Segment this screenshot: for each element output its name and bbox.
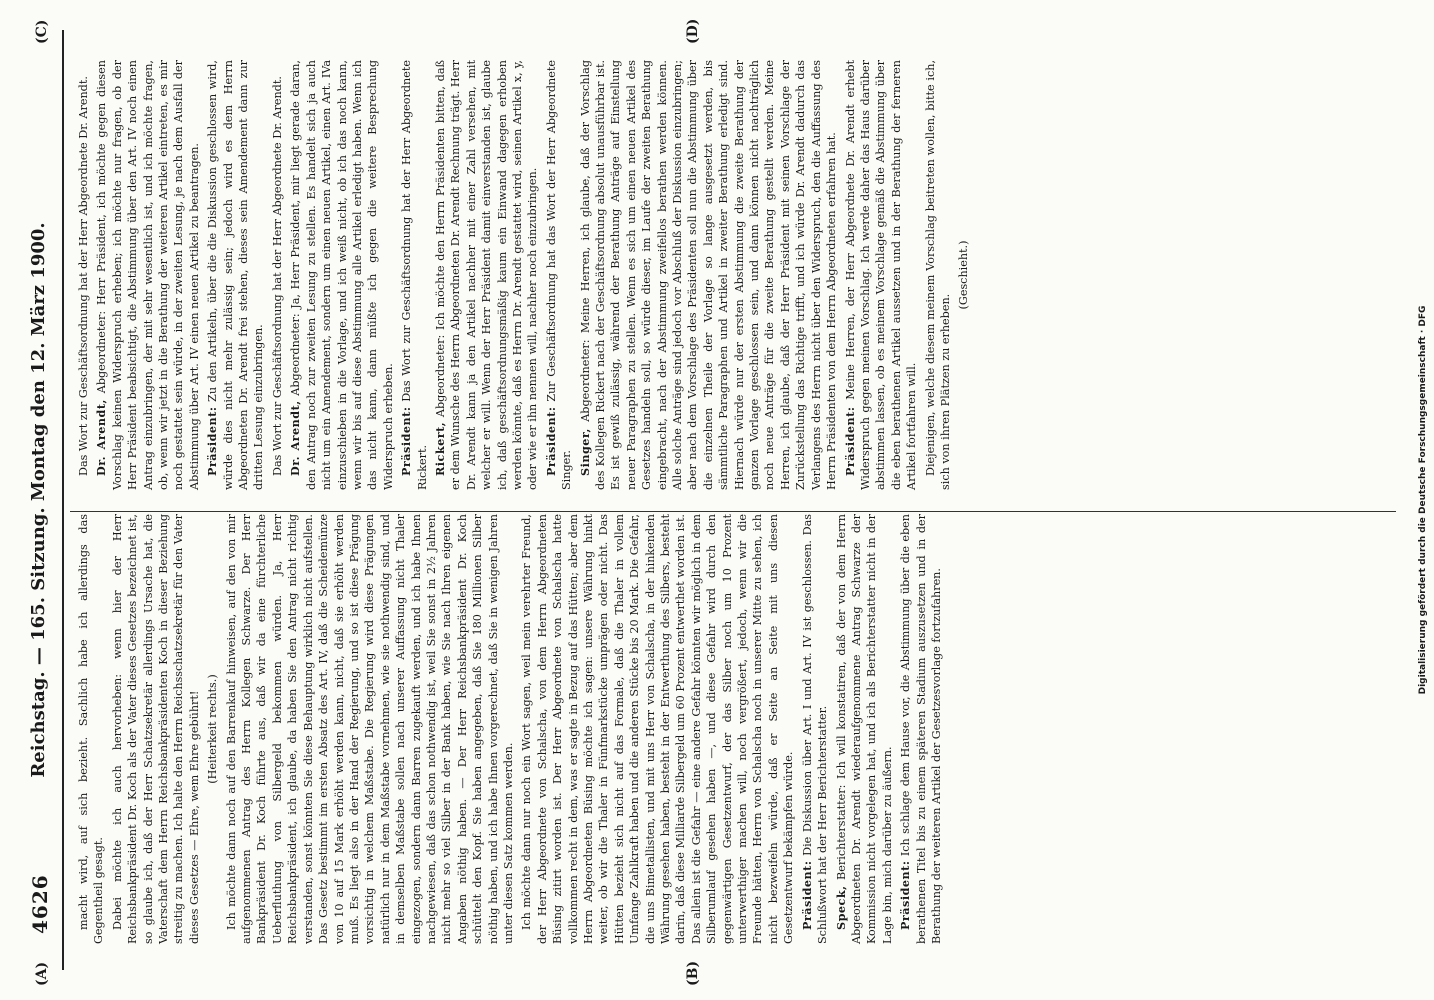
paragraph: macht wird, auf sich bezieht. Sachlich habe ich allerdings das Gegentheil gesagt. [77, 514, 106, 944]
page-number: 4626 [28, 874, 52, 934]
margin-letter-d: (D) [685, 18, 701, 44]
stage-direction: (Geschieht.) [957, 240, 971, 310]
column-divider [70, 511, 1396, 512]
paragraph: Präsident: Zu den Artikeln, über die die Diskussion geschlossen wird, würde dies nicht mehr zulässig sein; jedoch wird es dem Herrn Abgeordneten Dr. Arendt frei stehen, dieses sein Amendement dann zur dritten Lesung einzubringen. [205, 60, 266, 490]
digitization-credit: Digitalisierung gefördert durch die Deutsche Forschungsgemeinschaft · DFG [1418, 305, 1428, 695]
header-rule [62, 30, 64, 970]
speaker-name: Präsident: [842, 406, 857, 476]
paragraph: Präsident: Zur Geschäftsordnung hat das Wort der Herr Abgeordnete Singer. [543, 60, 574, 490]
paragraph: Dabei möchte ich auch hervorheben: wenn hier der Herr Reichsbankpräsident Dr. Koch als der Vater dieses Gesetzes bezeichnet ist, so glaube ich, daß der Herr Schatzsekretär allerdings Ursache hat, die Vaterschaft dem Herrn Reichsbankpräsidenten Koch in dieser Beziehung streitig zu machen. Ich halte den Herrn Reichsschatzsekretär für den Vater dieses Gesetzes — Ehre, wem Ehre gebührt! [110, 514, 201, 944]
speaker-name: Präsident: [799, 860, 814, 930]
speaker-name: Präsident: [205, 406, 220, 476]
stage-direction: (Heiterkeit rechts.) [206, 674, 220, 784]
page-header [28, 30, 58, 970]
right-column [76, 60, 1404, 490]
speaker-name: Präsident: [543, 406, 558, 476]
speaker-name: Singer, [577, 428, 592, 476]
speaker-name: Speck, [833, 885, 848, 930]
paragraph: Dr. Arendt, Abgeordneter: Herr Präsident, ich möchte gegen diesen Vorschlag keinen Widerspruch erheben; ich möchte nur fragen, ob der Herr Präsident beabsichtigt, die Abstimmung über den Art. IV noch einen Antrag einzubringen, der mit sehr wesentlich ist, und ich möchte fragen, ob, wenn wir jetzt in die Berathung der weiteren Artikel eintreten, es mir noch gestattet sein würde, in der zweiten Lesung, je nach dem Ausfall der Abstimmung über Art. IV einen neuen Artikel zu beantragen. [94, 60, 201, 490]
speaker-name: Rickert, [432, 421, 447, 476]
margin-letter-c: (C) [34, 19, 50, 44]
paragraph: Dr. Arendt, Abgeordneter: Ja, Herr Präsident, mir liegt gerade daran, den Antrag noch zur zweiten Lesung zu stellen. Es handelt sich ja auch nicht um ein Amendement, sondern um einen neuen Artikel, einen Art. IVa einzuschieben in die Vorlage, und ich weiß nicht, ob ich das noch kann, wenn wir bis auf diese Abstimmung alle Artikel erledigt haben. Wenn ich das nicht kann, dann müßte ich gegen die weitere Besprechung Widerspruch erheben. [288, 60, 395, 490]
paragraph: Rickert, Abgeordneter: Ich möchte den Herrn Präsidenten bitten, daß er dem Wunsche des Herrn Abgeordneten Dr. Arendt Rechnung trägt. Herr Dr. Arendt kann ja den Artikel nachher mit einer Zahl versehen, mit welcher er will. Wenn der Herr Präsident damit einverstanden ist, glaube ich, daß geschäftsordnungsmäßig kaum ein Einwand dagegen erhoben werden könnte, daß es Herrn Dr. Arendt gestattet wird, seinen Artikel x, y, oder wie er ihn nennen will, nachher noch einzubringen. [432, 60, 540, 490]
speaker-name: Dr. Arendt, [94, 399, 109, 476]
running-head: Reichstag. — 165. Sitzung. Montag den 12. März 1900. [28, 222, 49, 778]
paragraph: Ich möchte dann nur noch ein Wort sagen, weil mein verehrter Freund, der Herr Abgeordnete von Schalscha, von dem Herrn Abgeordneten Büsing zitirt worden ist. Der Herr Abgeordnete von Schalscha hatte vollkommen recht in dem, was er sagte in Bezug auf das Hütten; aber dem Herrn Abgeordneten Büsing möchte ich sagen: unsere Währung hinkt weiter, ob wir die Thaler in Fünfmarkstücke umprägen oder nicht. Das Hütten bezieht sich nicht auf das Formale, daß die Thaler in vollem Umfange Zahlkraft haben und die anderen Stücke bis 20 Mark. Die Gefahr, die uns Bimetallisten, und mit uns Herr von Schalscha, in der hinkenden Währung gesehen haben, besteht in der Entwerthung des Silbers, besteht darin, daß diese Milliarde Silbergeld um 60 Prozent entwerthet worden ist. Das allein ist die Gefahr — eine andere Gefahr könnten wir möglich in dem Silberumlauf gesehen haben —, und diese Gefahr wird durch den gegenwärtigen Gesetzentwurf, der das Silber noch um 10 Prozent unterwerthiger machen will, noch vergrößert, jedoch, wenn wir die Freunde hätten, Herrn von Schalscha noch in unserer Mitte zu sehen, ich nicht bezweifeln würde, daß er Seite an Seite mit uns diesen Gesetzentwurf bekämpfen würde. [520, 514, 796, 944]
paragraph: Präsident: Das Wort zur Geschäftsordnung hat der Herr Abgeordnete Rickert. [399, 60, 429, 490]
paragraph: Ich möchte dann noch auf den Barrenkauf hinweisen, auf den von mir aufgenommenen Antrag des Herrn Kollegen Schwarze. Der Herr Bankpräsident Dr. Koch führte aus, daß wir da eine fürchterliche Ueberfluthung von Silbergeld bekommen würden. Ja, Herr Reichsbankpräsident, ich glaube, da haben Sie den Antrag nicht richtig verstanden, sonst könnten Sie diese Behauptung wirklich nicht aufstellen. Das Gesetz bestimmt im ersten Absatz des Art. IV, daß die Scheidemünze von 10 auf 15 Mark erhöht werden kann, nicht, daß sie erhöht werden muß. Es liegt also in der Hand der Regierung, und so ist diese Prägung vorsichtig in welchem Maßstabe. Die Regierung wird diese Prägungen natürlich nur in dem Maßstabe vornehmen, wie sie nothwendig sind, und in demselben Maßstabe sollen nach unserer Auffassung nicht Thaler eingezogen, sondern dann Barren zugekauft werden, und ich habe Ihnen nachgewiesen, daß das schon nothwendig ist, weil Sie sonst in 2½ Jahren nicht mehr so viel Silber in der Bank haben, wie Sie nach Ihren eigenen Angaben nöthig haben. — Der Herr Reichsbankpräsident Dr. Koch schüttelt den Kopf. Sie haben angegeben, daß Sie 180 Millionen Silber nöthig haben, und ich habe Ihnen vorgerechnet, daß Sie in wenigen Jahren unter diesen Satz kommen werden. [224, 514, 515, 944]
paragraph: Speck, Berichterstatter: Ich will konstatiren, daß der von dem Herrn Abgeordneten Dr. Arendt wiederaufgenommene Antrag Schwarze der Kommission nicht vorgelegen hat, und ich als Berichterstatter nicht in der Lage bin, mich darüber zu äußern. [833, 514, 894, 944]
margin-letter-b: (B) [685, 960, 701, 986]
paragraph: Präsident: Die Diskussion über Art. I und Art. IV ist geschlossen. Das Schlußwort hat der Herr Berichterstatter. [799, 514, 830, 944]
speaker-name: Dr. Arendt, [288, 400, 303, 476]
paragraph: Präsident: Ich schlage dem Hause vor, die Abstimmung über die eben berathenen Titel bis zu einem späteren Stadium auszusetzen und in der Berathung der weiteren Artikel der Gesetzesvorlage fortzufahren. [898, 514, 943, 944]
paragraph: Das Wort zur Geschäftsordnung hat der Herr Abgeordnete Dr. Arendt. [77, 76, 90, 476]
margin-letter-a: (A) [34, 961, 50, 986]
paragraph: Das Wort zur Geschäftsordnung hat der Herr Abgeordnete Dr. Arendt. [270, 76, 284, 476]
paragraph: Präsident: Meine Herren, der Herr Abgeordnete Dr. Arendt erhebt Widerspruch gegen meinen Vorschlag. Ich werde daher das Haus darüber abstimmen lassen, ob es meinem Vorschlage gemäß die Abstimmung über die eben berathenen Artikel aussetzen und in der Berathung der ferneren Artikel fortfahren will. [842, 60, 919, 490]
left-column [76, 514, 1404, 944]
speaker-name: Präsident: [898, 860, 913, 930]
paragraph: Singer, Abgeordneter: Meine Herren, ich glaube, daß der Vorschlag des Kollegen Rickert nach der Geschäftsordnung absolut unausführbar ist. Es ist gewiß zulässig, während der Berathung Anträge auf Einstellung neuer Paragraphen zu stellen. Wenn es sich um einen neuen Artikel des Gesetzes handeln soll, so würde dieser, im Laufe der zweiten Berathung eingebracht, nach der Abstimmung zweifellos berathen werden können. Alle solche Anträge sind jedoch vor Abschluß der Diskussion einzubringen; aber nach dem Vorschlage des Präsidenten soll nun die Abstimmung über die einzelnen Theile der Vorlage so lange ausgesetzt werden, bis sämmtliche Paragraphen und Artikel in zweiter Berathung erledigt sind. Hiernach würde nur der ersten Abstimmung die zweite Berathung der ganzen Vorlage geschlossen sein, und dann können nicht nachträglich noch neue Anträge für die zweite Berathung gestellt werden. Meine Herren, ich glaube, daß der Herr Präsident mit seinen Vorschlage der Zurückstellung das Richtige trifft, und ich würde Dr. Arendt dadurch das Verlangens des Herrn nicht über den Widerspruch, den die Auffassung des Herrn Präsidenten von dem Herrn Abgeordneten erfahren hat. [577, 60, 839, 490]
speaker-name: Präsident: [399, 406, 414, 476]
paragraph: Diejenigen, welche diesem meinem Vorschlag beitreten wollen, bitte ich, sich von ihren Plätzen zu erheben. [923, 60, 952, 490]
